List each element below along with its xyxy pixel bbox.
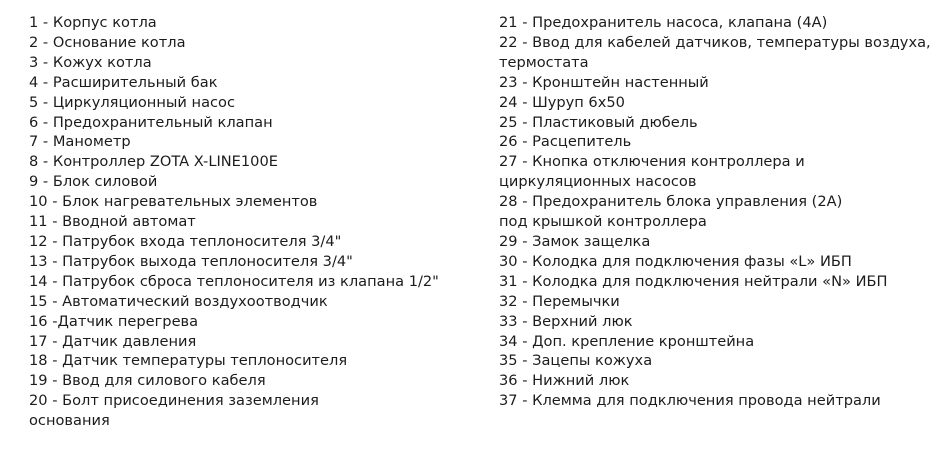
legend-item-23: 23 - Кронштейн настенный <box>499 73 709 91</box>
legend-item-33: 33 - Верхний люк <box>499 312 633 330</box>
legend-item-18: 18 - Датчик температуры теплоносителя <box>29 352 348 370</box>
legend-left-column <box>29 13 474 431</box>
legend-item-5: 5 - Циркуляционный насос <box>29 93 236 111</box>
legend-item-21: 21 - Предохранитель насоса, клапана (4А) <box>499 14 828 31</box>
legend-item-37: 37 - Клемма для подключения провода нейтрали <box>499 392 881 410</box>
legend-right-column <box>499 13 949 411</box>
legend-item-9: 9 - Блок силовой <box>29 173 158 191</box>
legend-item-27: 27 - Кнопка отключения контроллера и циркуляционных насосов <box>499 153 805 191</box>
legend-item-6: 6 - Предохранительный клапан <box>29 113 273 131</box>
legend-item-24: 24 - Шуруп 6х50 <box>499 93 625 111</box>
legend-item-8: 8 - Контроллер ZOTA X-LINE100E <box>29 153 278 171</box>
legend-item-30: 30 - Колодка для подключения фазы «L» ИБП <box>499 252 852 270</box>
legend-item-29: 29 - Замок защелка <box>499 232 651 250</box>
legend-item-20: 20 - Болт присоединения заземления основания <box>29 392 319 430</box>
legend-item-4: 4 - Расширительный бак <box>29 73 218 91</box>
legend-item-12: 12 - Патрубок входа теплоносителя 3/4" <box>29 232 342 250</box>
legend-item-7: 7 - Манометр <box>29 133 131 151</box>
legend-item-3: 3 - Кожух котла <box>29 53 152 71</box>
legend-item-2: 2 - Основание котла <box>29 33 186 51</box>
legend-item-35: 35 - Зацепы кожуха <box>499 352 653 370</box>
legend-item-11: 11 - Вводной автомат <box>29 213 196 231</box>
legend-item-28: 28 - Предохранитель блока управления (2А) под крышкой контроллера <box>499 193 843 231</box>
legend-item-1: 1 - Корпус котла <box>29 14 157 31</box>
legend-item-22: 22 - Ввод для кабелей датчиков, температуры воздуха, термостата <box>499 33 931 71</box>
legend-item-25: 25 - Пластиковый дюбель <box>499 113 698 131</box>
legend-item-10: 10 - Блок нагревательных элементов <box>29 193 318 211</box>
legend-item-26: 26 - Расцепитель <box>499 133 632 151</box>
legend-item-32: 32 - Перемычки <box>499 292 620 310</box>
legend-item-15: 15 - Автоматический воздухоотводчик <box>29 292 328 310</box>
legend-item-19: 19 - Ввод для силового кабеля <box>29 372 266 390</box>
legend-item-36: 36 - Нижний люк <box>499 372 630 390</box>
legend-item-13: 13 - Патрубок выхода теплоносителя 3/4" <box>29 252 353 270</box>
legend-item-16: 16 -Датчик перегрева <box>29 312 199 330</box>
legend-item-34: 34 - Доп. крепление кронштейна <box>499 332 755 350</box>
legend-item-17: 17 - Датчик давления <box>29 332 197 350</box>
legend-item-14: 14 - Патрубок сброса теплоносителя из клапана 1/2" <box>29 272 439 290</box>
legend-item-31: 31 - Колодка для подключения нейтрали «N» ИБП <box>499 272 888 290</box>
parts-legend <box>0 13 952 453</box>
